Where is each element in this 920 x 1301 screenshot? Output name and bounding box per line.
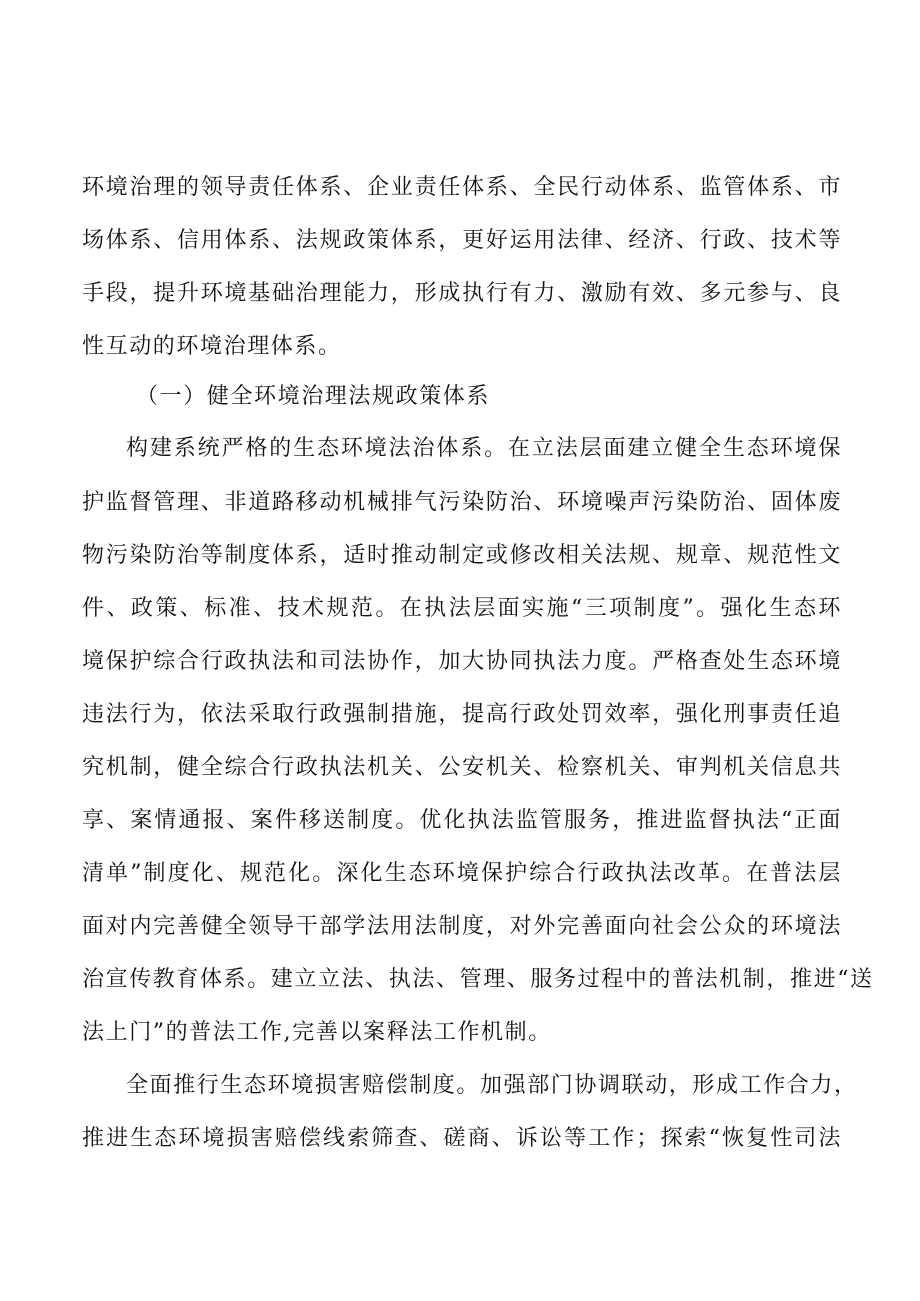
paragraph-line: 违法行为，依法采取行政强制措施，提高行政处罚效率，强化刑事责任追 <box>82 702 842 727</box>
paragraph-line: 手段，提升环境基础治理能力，形成执行有力、激励有效、多元参与、良 <box>82 281 842 306</box>
paragraph-line: 件、政策、标准、技术规范。在执法层面实施“三项制度”。强化生态环 <box>82 596 842 621</box>
paragraph-line: 法上门”的普法工作,完善以案释法工作机制。 <box>82 1020 552 1045</box>
paragraph-line: 推进生态环境损害赔偿线索筛查、磋商、诉讼等工作；探索“恢复性司法 <box>82 1126 842 1151</box>
paragraph-line: 构建系统严格的生态环境法治体系。在立法层面建立健全生态环境保 <box>126 436 842 461</box>
paragraph-line: 护监督管理、非道路移动机械排气污染防治、环境噪声污染防治、固体废 <box>82 490 842 515</box>
paragraph-line: 享、案情通报、案件移送制度。优化执法监管服务，推进监督执法“正面 <box>82 808 842 833</box>
paragraph-line: 物污染防治等制度体系，适时推动制定或修改相关法规、规章、规范性文 <box>82 543 842 568</box>
paragraph-line: 治宣传教育体系。建立立法、执法、管理、服务过程中的普法机制，推进“送 <box>82 967 874 992</box>
paragraph-line: 面对内完善健全领导干部学法用法制度，对外完善面向社会公众的环境法 <box>82 914 842 939</box>
paragraph-line: 性互动的环境治理体系。 <box>82 334 342 359</box>
paragraph-line: 究机制，健全综合行政执法机关、公安机关、检察机关、审判机关信息共 <box>82 755 842 780</box>
paragraph-line: 全面推行生态环境损害赔偿制度。加强部门协调联动，形成工作合力， <box>126 1073 858 1098</box>
paragraph-line: 清单”制度化、规范化。深化生态环境保护综合行政执法改革。在普法层 <box>82 861 842 886</box>
paragraph-line: 场体系、信用体系、法规政策体系，更好运用法律、经济、行政、技术等 <box>82 228 842 253</box>
paragraph-line: 境保护综合行政执法和司法协作，加大协同执法力度。严格查处生态环境 <box>82 649 842 674</box>
section-heading: （一）健全环境治理法规政策体系 <box>136 384 491 409</box>
paragraph-line: 环境治理的领导责任体系、企业责任体系、全民行动体系、监管体系、市 <box>82 175 842 200</box>
